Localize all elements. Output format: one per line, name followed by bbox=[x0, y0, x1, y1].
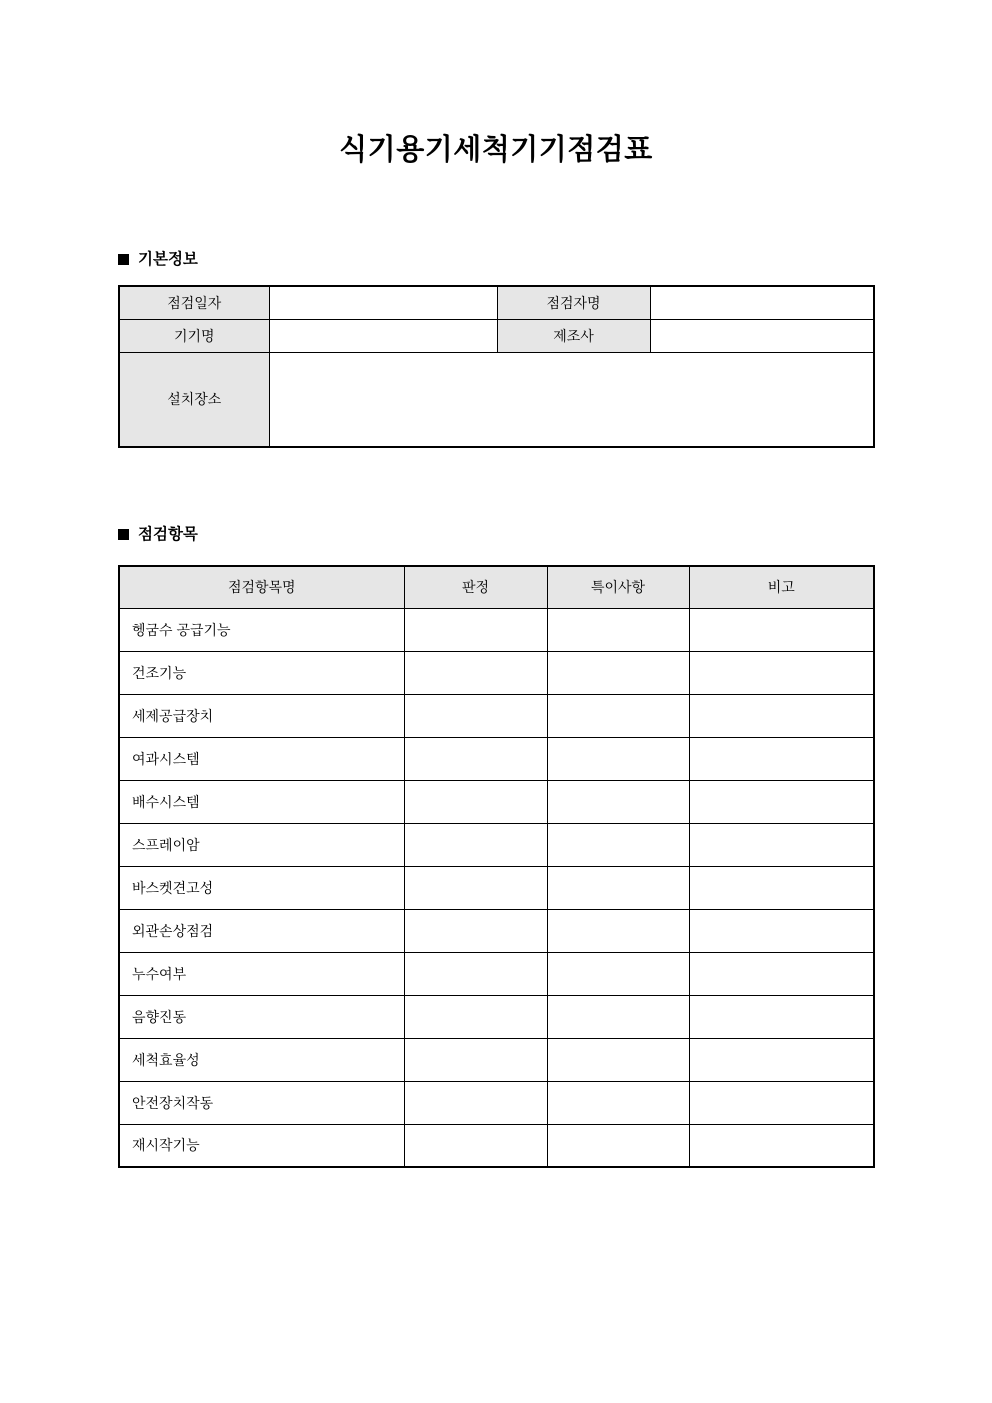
inspection-items-table bbox=[118, 565, 875, 1168]
table-row bbox=[119, 995, 874, 1038]
cell-notes[interactable] bbox=[547, 780, 689, 823]
cell-item-name: 여과시스템 bbox=[119, 737, 404, 780]
table-row bbox=[119, 651, 874, 694]
cell-item-name: 세제공급장치 bbox=[119, 694, 404, 737]
cell-remarks[interactable] bbox=[689, 952, 874, 995]
section-heading-inspection-items-label: 점검항목 bbox=[138, 526, 198, 543]
field-manufacturer[interactable] bbox=[650, 319, 874, 352]
table-header-row bbox=[119, 566, 874, 608]
cell-item-name: 외관손상점검 bbox=[119, 909, 404, 952]
section-heading-inspection-items bbox=[118, 527, 198, 543]
label-inspector-name: 점검자명 bbox=[497, 286, 650, 319]
column-header-item-name: 점검항목명 bbox=[119, 566, 404, 608]
cell-judgement[interactable] bbox=[404, 909, 547, 952]
cell-remarks[interactable] bbox=[689, 737, 874, 780]
cell-judgement[interactable] bbox=[404, 866, 547, 909]
field-inspector-name[interactable] bbox=[650, 286, 874, 319]
cell-remarks[interactable] bbox=[689, 694, 874, 737]
label-inspection-date: 점검일자 bbox=[119, 286, 269, 319]
cell-item-name: 세척효율성 bbox=[119, 1038, 404, 1081]
cell-remarks[interactable] bbox=[689, 823, 874, 866]
cell-judgement[interactable] bbox=[404, 823, 547, 866]
cell-notes[interactable] bbox=[547, 1124, 689, 1167]
table-row bbox=[119, 1081, 874, 1124]
cell-notes[interactable] bbox=[547, 1081, 689, 1124]
cell-item-name: 안전장치작동 bbox=[119, 1081, 404, 1124]
cell-remarks[interactable] bbox=[689, 1081, 874, 1124]
cell-item-name: 건조기능 bbox=[119, 651, 404, 694]
cell-judgement[interactable] bbox=[404, 694, 547, 737]
basic-info-table bbox=[118, 285, 875, 448]
filled-square-icon bbox=[118, 254, 129, 265]
cell-notes[interactable] bbox=[547, 694, 689, 737]
cell-item-name: 음향진동 bbox=[119, 995, 404, 1038]
cell-notes[interactable] bbox=[547, 651, 689, 694]
section-heading-basic-info bbox=[118, 252, 198, 268]
table-row bbox=[119, 1038, 874, 1081]
label-device-name: 기기명 bbox=[119, 319, 269, 352]
cell-item-name: 재시작기능 bbox=[119, 1124, 404, 1167]
table-row bbox=[119, 1124, 874, 1167]
label-manufacturer: 제조사 bbox=[497, 319, 650, 352]
table-row bbox=[119, 352, 874, 447]
inspection-items-body bbox=[119, 608, 874, 1167]
cell-judgement[interactable] bbox=[404, 1081, 547, 1124]
table-row bbox=[119, 909, 874, 952]
cell-notes[interactable] bbox=[547, 1038, 689, 1081]
cell-remarks[interactable] bbox=[689, 1124, 874, 1167]
field-installation-location[interactable] bbox=[269, 352, 874, 447]
cell-remarks[interactable] bbox=[689, 866, 874, 909]
cell-judgement[interactable] bbox=[404, 995, 547, 1038]
table-row bbox=[119, 737, 874, 780]
section-heading-basic-info-label: 기본정보 bbox=[138, 251, 198, 268]
column-header-notes: 특이사항 bbox=[547, 566, 689, 608]
cell-remarks[interactable] bbox=[689, 651, 874, 694]
cell-judgement[interactable] bbox=[404, 651, 547, 694]
page-title: 식기용기세척기기점검표 bbox=[339, 134, 653, 166]
column-header-judgement: 판정 bbox=[404, 566, 547, 608]
table-row bbox=[119, 319, 874, 352]
table-row bbox=[119, 866, 874, 909]
cell-notes[interactable] bbox=[547, 866, 689, 909]
cell-judgement[interactable] bbox=[404, 780, 547, 823]
label-installation-location: 설치장소 bbox=[119, 352, 269, 447]
table-row bbox=[119, 823, 874, 866]
table-row bbox=[119, 286, 874, 319]
cell-judgement[interactable] bbox=[404, 1124, 547, 1167]
cell-notes[interactable] bbox=[547, 737, 689, 780]
cell-item-name: 헹굼수 공급기능 bbox=[119, 608, 404, 651]
cell-judgement[interactable] bbox=[404, 737, 547, 780]
cell-notes[interactable] bbox=[547, 608, 689, 651]
cell-remarks[interactable] bbox=[689, 608, 874, 651]
cell-notes[interactable] bbox=[547, 995, 689, 1038]
table-row bbox=[119, 780, 874, 823]
table-row bbox=[119, 608, 874, 651]
filled-square-icon bbox=[118, 529, 129, 540]
cell-remarks[interactable] bbox=[689, 1038, 874, 1081]
cell-item-name: 스프레이암 bbox=[119, 823, 404, 866]
field-inspection-date[interactable] bbox=[269, 286, 497, 319]
cell-remarks[interactable] bbox=[689, 780, 874, 823]
field-device-name[interactable] bbox=[269, 319, 497, 352]
cell-judgement[interactable] bbox=[404, 952, 547, 995]
cell-item-name: 누수여부 bbox=[119, 952, 404, 995]
cell-notes[interactable] bbox=[547, 823, 689, 866]
cell-item-name: 바스켓견고성 bbox=[119, 866, 404, 909]
cell-notes[interactable] bbox=[547, 909, 689, 952]
cell-judgement[interactable] bbox=[404, 608, 547, 651]
cell-remarks[interactable] bbox=[689, 909, 874, 952]
table-row bbox=[119, 694, 874, 737]
cell-remarks[interactable] bbox=[689, 995, 874, 1038]
column-header-remarks: 비고 bbox=[689, 566, 874, 608]
cell-item-name: 배수시스템 bbox=[119, 780, 404, 823]
cell-judgement[interactable] bbox=[404, 1038, 547, 1081]
table-row bbox=[119, 952, 874, 995]
cell-notes[interactable] bbox=[547, 952, 689, 995]
